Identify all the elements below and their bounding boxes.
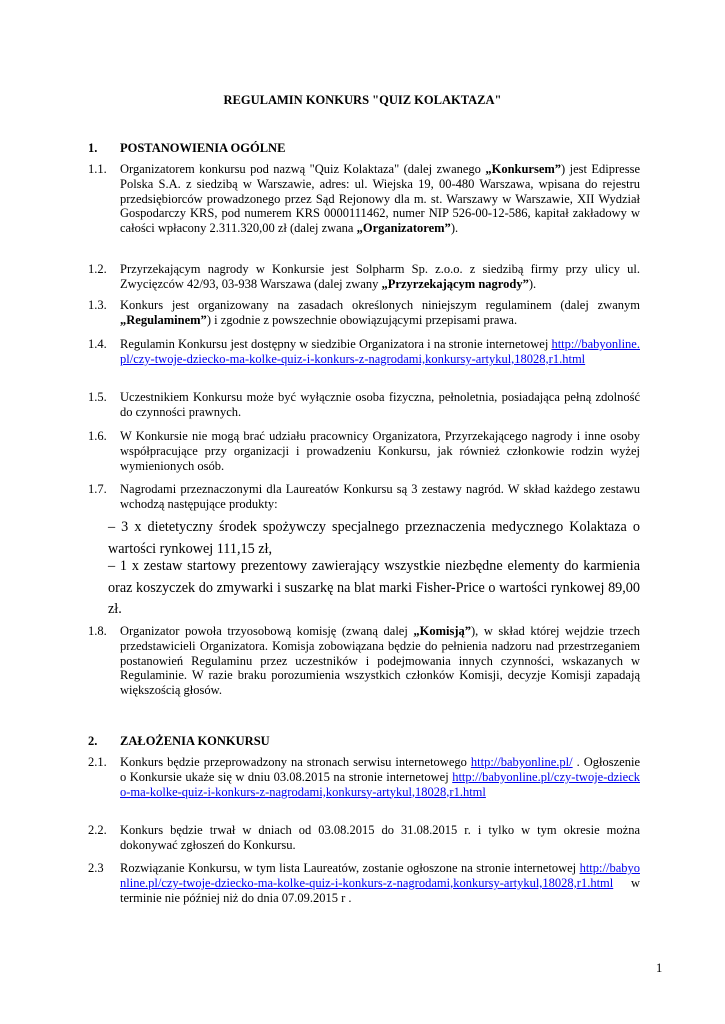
defined-term: „Komisją” xyxy=(413,624,471,638)
paragraph-number: 1.5. xyxy=(88,390,107,404)
text-run: ) jest Edipresse Polska S.A. z siedzibą w Warszawie, adres: ul. Wiejska 19, 00-480 Warszawa, wpisana do rejestru przedsiębiorców prowadzonego przez Sąd Rejonowy dla m. st. Warszawy w Warszawie, XII Wydział Gospodarczy KRS, pod numerem KRS 0000111462, numer NIP 526-00-12-586, kapitał zakładowy w całości wpłacony 2.311.320,00 zł (dalej zwana xyxy=(120,162,641,236)
defined-term: „Przyrzekającym nagrody” xyxy=(381,276,529,291)
text-run: Konkurs jest organizowany na zasadach określonych niniejszym regulaminem (dalej zwanym xyxy=(120,298,640,312)
babyonline-link[interactable]: http://babyonline.pl/ xyxy=(470,755,573,769)
paragraph-2-2 xyxy=(88,823,640,853)
text-run: . Ogłoszenie o Konkursie ukaże się w dniu 03.08.2015 na stronie internetowej xyxy=(120,755,641,784)
paragraph-number: 1.1. xyxy=(88,162,107,176)
section-2-heading xyxy=(88,734,270,749)
paragraph-number: 1.6. xyxy=(88,429,107,443)
paragraph-text xyxy=(120,755,640,799)
section-1-title: POSTANOWIENIA OGÓLNE xyxy=(120,141,286,155)
paragraph-text: Nagrodami przeznaczonymi dla Laureatów Konkursu są 3 zestawy nagród. W skład każdego zestawu wchodzą następujące produkty: xyxy=(120,482,640,511)
paragraph-number: 1.4. xyxy=(88,337,107,351)
paragraph-1-5 xyxy=(88,390,640,420)
document-title: REGULAMIN KONKURS "QUIZ KOLAKTAZA" xyxy=(223,93,502,107)
text-run: w terminie nie później niż do dnia 07.09.2015 r . xyxy=(120,875,640,905)
konkurs-link[interactable]: http://babyonline.pl/czy-twoje-dziecko-ma-kolke-quiz-i-konkurs-z-nagrodami,konkursy-artykul,18028,r1.html xyxy=(120,769,640,799)
defined-term: „Regulaminem” xyxy=(120,312,207,327)
regulamin-link[interactable]: http://babyonline.pl/czy-twoje-dziecko-ma-kolke-quiz-i-konkurs-z-nagrodami,konkursy-artykul,18028,r1.html xyxy=(120,337,640,366)
text-run: ), w skład której wejdzie trzech przedstawicieli Organizatora. Komisja zobowiązana będzie do pełnienia nadzoru nad przestrzeganiem postanowień Regulaminu przez uczestników i podejmowania innych czynności, wskazanych w Regulaminie. W razie braku porozumienia wszystkich członków Komisji, decyzje Komisji zapadają większością głosów. xyxy=(120,624,640,698)
paragraph-text xyxy=(120,262,640,292)
paragraph-1-1 xyxy=(88,162,640,236)
text-run: Organizatorem konkursu pod nazwą "Quiz Kolaktaza" (dalej zwanego xyxy=(120,162,486,176)
paragraph-1-7 xyxy=(88,482,640,512)
paragraph-2-1 xyxy=(88,755,640,799)
prize-item-2: – 1 x zestaw startowy prezentowy zawierający wszystkie niezbędne elementy do karmienia oraz koszyczek do zmywarki i suszarkę na blat marki Fisher-Price o wartości rynkowej 89,00 zł. xyxy=(108,558,640,617)
text-run: Organizator powoła trzyosobową komisję (zwaną dalej xyxy=(120,624,414,638)
paragraph-number: 2.2. xyxy=(88,823,107,837)
defined-term: „Organizatorem” xyxy=(356,221,451,236)
paragraph-text: Uczestnikiem Konkursu może być wyłącznie osoba fizyczna, pełnoletnia, posiadająca pełną zdolność do czynności prawnych. xyxy=(120,390,640,419)
paragraph-text xyxy=(120,624,640,698)
section-2-title: ZAŁOŻENIA KONKURSU xyxy=(120,734,270,748)
paragraph-number: 1.8. xyxy=(88,624,107,638)
paragraph-number: 1.2. xyxy=(88,262,107,276)
paragraph-1-3 xyxy=(88,298,640,328)
prize-item-1: – 3 x dietetyczny środek spożywczy specjalnego przeznaczenia medycznego Kolaktaza o wartości rynkowej 111,15 zł, xyxy=(108,519,640,557)
section-1-number: 1. xyxy=(88,141,98,155)
results-link[interactable]: http://babyonline.pl/czy-twoje-dziecko-ma-kolke-quiz-i-konkurs-z-nagrodami,konkursy-artykul,18028,r1.html xyxy=(120,861,640,890)
paragraph-text xyxy=(120,337,640,367)
paragraph-number: 1.7. xyxy=(88,482,107,496)
text-run: Przyrzekającym nagrody w Konkursie jest Solpharm Sp. z.o.o. z siedzibą firmy przy ulicy ul. Zwycięzców 42/93, 03-938 Warszawa (dalej zwany xyxy=(120,262,640,291)
paragraph-text: W Konkursie nie mogą brać udziału pracownicy Organizatora, Przyrzekającego nagrody i inne osoby współpracujące przy organizacji i prowadzeniu Konkursu, jak również członkowie rodzin wyżej wymienionych osób. xyxy=(120,429,640,473)
text-run: Konkurs będzie przeprowadzony na stronach serwisu internetowego xyxy=(120,755,471,769)
paragraph-text xyxy=(120,162,640,236)
paragraph-1-2 xyxy=(88,262,640,292)
paragraph-number: 1.3. xyxy=(88,298,107,312)
paragraph-1-8 xyxy=(88,624,640,698)
paragraph-1-4 xyxy=(88,337,640,367)
defined-term: „Konkursem” xyxy=(485,162,562,176)
paragraph-number: 2.1. xyxy=(88,755,107,769)
section-1-heading xyxy=(88,141,285,156)
paragraph-2-3 xyxy=(88,861,640,905)
text-run: ). xyxy=(450,221,459,236)
page-number: 1 xyxy=(656,961,663,975)
paragraph-number: 2.3 xyxy=(88,861,104,875)
text-run: ). xyxy=(528,276,537,291)
text-run: Rozwiązanie Konkursu, w tym lista Laureatów, zostanie ogłoszone na stronie internetowej xyxy=(120,861,580,875)
text-run: ) i zgodnie z powszechnie obowiązującymi przepisami prawa. xyxy=(206,312,518,327)
paragraph-1-6 xyxy=(88,429,640,473)
text-run: Regulamin Konkursu jest dostępny w siedzibie Organizatora i na stronie internetowej xyxy=(120,337,552,351)
paragraph-text xyxy=(120,298,640,328)
paragraph-text: Konkurs będzie trwał w dniach od 03.08.2015 do 31.08.2015 r. i tylko w tym okresie można dokonywać zgłoszeń do Konkursu. xyxy=(120,823,640,852)
section-2-number: 2. xyxy=(88,734,98,748)
paragraph-text xyxy=(120,861,640,905)
